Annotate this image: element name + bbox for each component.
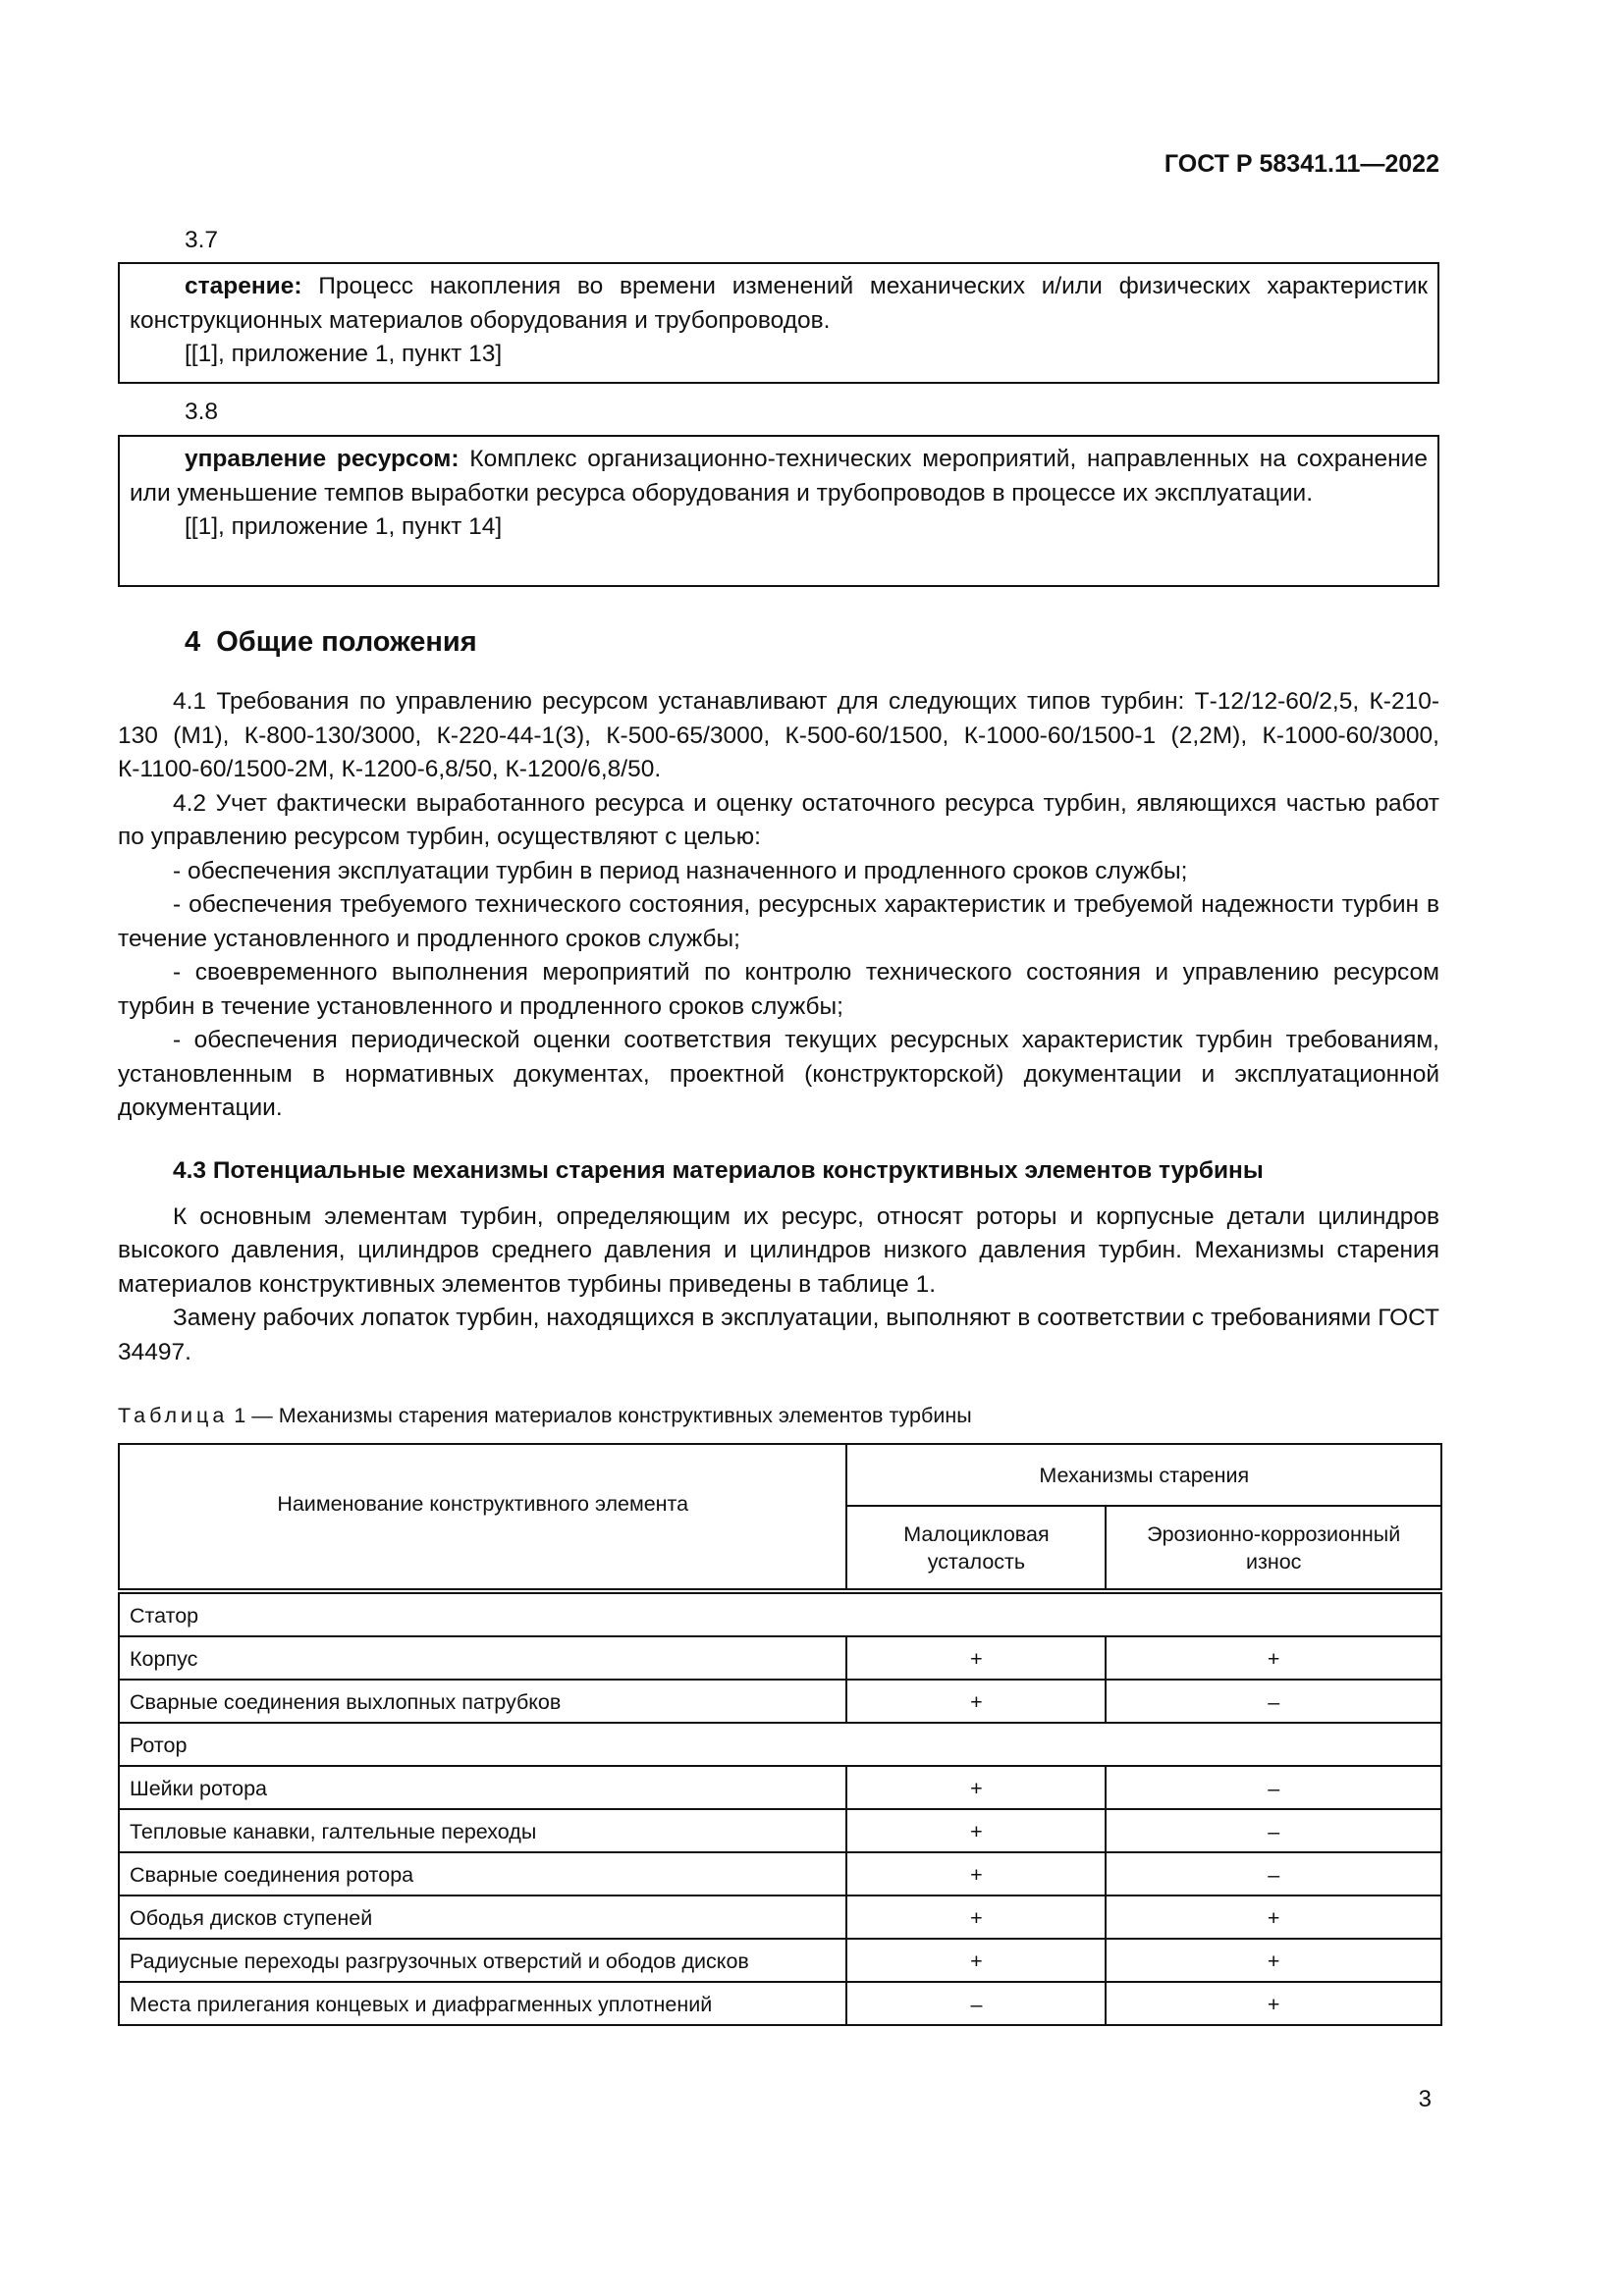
definition-number: 3.7 [185, 227, 219, 253]
definition-text [130, 270, 1428, 338]
caption-text: 1 — Механизмы старения материалов конструктивных элементов турбины [228, 1404, 972, 1427]
erosion-cell: – [1106, 1852, 1441, 1896]
section-heading: 4 Общие положения [185, 626, 477, 658]
element-name-cell: Радиусные переходы разгрузочных отверстий и ободов дисков [119, 1939, 846, 1982]
erosion-cell: – [1106, 1680, 1441, 1723]
fatigue-cell: + [846, 1809, 1106, 1852]
list-item: - обеспечения требуемого технического состояния, ресурсных характеристик и требуемой надежности турбин в течение установленного и продленного сроков службы; [118, 891, 1439, 952]
erosion-cell: – [1106, 1809, 1441, 1852]
table-row [119, 1723, 1441, 1766]
definition-number: 3.8 [185, 399, 219, 425]
paragraph: 4.2 Учет фактически выработанного ресурса и оценку остаточного ресурса турбин, являющихся частью работ по управлению ресурсом турбин, осуществляют с целью: [118, 789, 1439, 850]
table-row [119, 1939, 1441, 1982]
table-row [119, 1896, 1441, 1939]
fatigue-cell: + [846, 1636, 1106, 1680]
element-name-cell: Сварные соединения ротора [119, 1852, 846, 1896]
definition-term: старение: [185, 273, 302, 299]
definition-text [130, 443, 1428, 510]
element-name-cell: Ободья дисков ступеней [119, 1896, 846, 1939]
erosion-cell: + [1106, 1982, 1441, 2025]
erosion-cell: + [1106, 1939, 1441, 1982]
definition-source: [[1], приложение 1, пункт 13] [185, 341, 503, 367]
element-name-cell: Места прилегания концевых и диафрагменных уплотнений [119, 1982, 846, 2025]
erosion-cell: – [1106, 1766, 1441, 1809]
fatigue-cell: – [846, 1982, 1106, 2025]
definition-box [118, 262, 1439, 384]
paragraph: 4.1 Требования по управлению ресурсом устанавливают для следующих типов турбин: Т-12/12-60/2,5, К-210-130 (М1), К-800-130/3000, К-220-44-1(3), К-500-65/3000, К-500-60/1500, К-1000-60/1500-1 (2,2М), К-1000-60/3000, К-1100-60/1500-2М, К-1200-6,8/50, К-1200/6,8/50. [118, 688, 1439, 782]
erosion-cell: + [1106, 1896, 1441, 1939]
element-name-cell: Корпус [119, 1636, 846, 1680]
table-caption [118, 1399, 972, 1433]
definition-source: [[1], приложение 1, пункт 14] [185, 513, 503, 540]
fatigue-cell: + [846, 1766, 1106, 1809]
subsection [118, 1154, 1439, 1369]
document-code: ГОСТ Р 58341.11—2022 [1164, 150, 1439, 178]
subsection-heading: 4.3 Потенциальные механизмы старения материалов конструктивных элементов турбины [173, 1157, 1264, 1184]
table-row [119, 1591, 1441, 1636]
element-name-cell: Шейки ротора [119, 1766, 846, 1809]
element-name-cell: Сварные соединения выхлопных патрубков [119, 1680, 846, 1723]
definition-box [118, 435, 1439, 587]
list-item: - обеспечения эксплуатации турбин в период назначенного и продленного сроков службы; [173, 857, 1188, 884]
list-item: - обеспечения периодической оценки соответствия текущих ресурсных характеристик турбин требованиям, установленным в нормативных документах, проектной (конструкторской) документации и эксплуатационной документации. [118, 1027, 1439, 1121]
section-body [118, 685, 1439, 1126]
definition-body: Комплекс организационно-технических мероприятий, направленных на сохранение или уменьшение темпов выработки ресурса оборудования и трубопроводов в процессе их эксплуатации. [130, 446, 1428, 507]
fatigue-cell: + [846, 1896, 1106, 1939]
definition-body: Процесс накопления во времени изменений механических и/или физических характеристик конструкционных материалов оборудования и трубопроводов. [130, 273, 1428, 334]
table-row [119, 1809, 1441, 1852]
column-group-header: Механизмы старения [846, 1444, 1441, 1506]
table-row [119, 1636, 1441, 1680]
column-header-fatigue: Малоцикловая усталость [846, 1506, 1106, 1591]
aging-mechanisms-table [118, 1443, 1442, 2026]
fatigue-cell: + [846, 1939, 1106, 1982]
definition-term: управление ресурсом: [185, 446, 460, 472]
table-row [119, 1766, 1441, 1809]
table-row [119, 1982, 1441, 2025]
table-row [119, 1852, 1441, 1896]
caption-label: Таблица [118, 1404, 229, 1427]
page-number: 3 [1418, 2086, 1432, 2112]
fatigue-cell: + [846, 1852, 1106, 1896]
erosion-cell: + [1106, 1636, 1441, 1680]
fatigue-cell: + [846, 1680, 1106, 1723]
table-section-row-label: Ротор [119, 1723, 1441, 1766]
column-header-name: Наименование конструктивного элемента [119, 1444, 846, 1591]
paragraph: К основным элементам турбин, определяющим их ресурс, относят роторы и корпусные детали цилиндров высокого давления, цилиндров среднего давления и цилиндров низкого давления турбин. Механизмы старения материалов конструктивных элементов турбины приведены в таблице 1. [118, 1202, 1439, 1298]
paragraph: Замену рабочих лопаток турбин, находящихся в эксплуатации, выполняют в соответствии с требованиями ГОСТ 34497. [118, 1305, 1439, 1365]
column-header-erosion: Эрозионно-коррозионный износ [1106, 1506, 1441, 1591]
table-row [119, 1680, 1441, 1723]
table-section-row-label: Статор [119, 1591, 1441, 1636]
list-item: - своевременного выполнения мероприятий по контролю технического состояния и управлению ресурсом турбин в течение установленного и продленного сроков службы; [118, 959, 1439, 1020]
element-name-cell: Тепловые канавки, галтельные переходы [119, 1809, 846, 1852]
